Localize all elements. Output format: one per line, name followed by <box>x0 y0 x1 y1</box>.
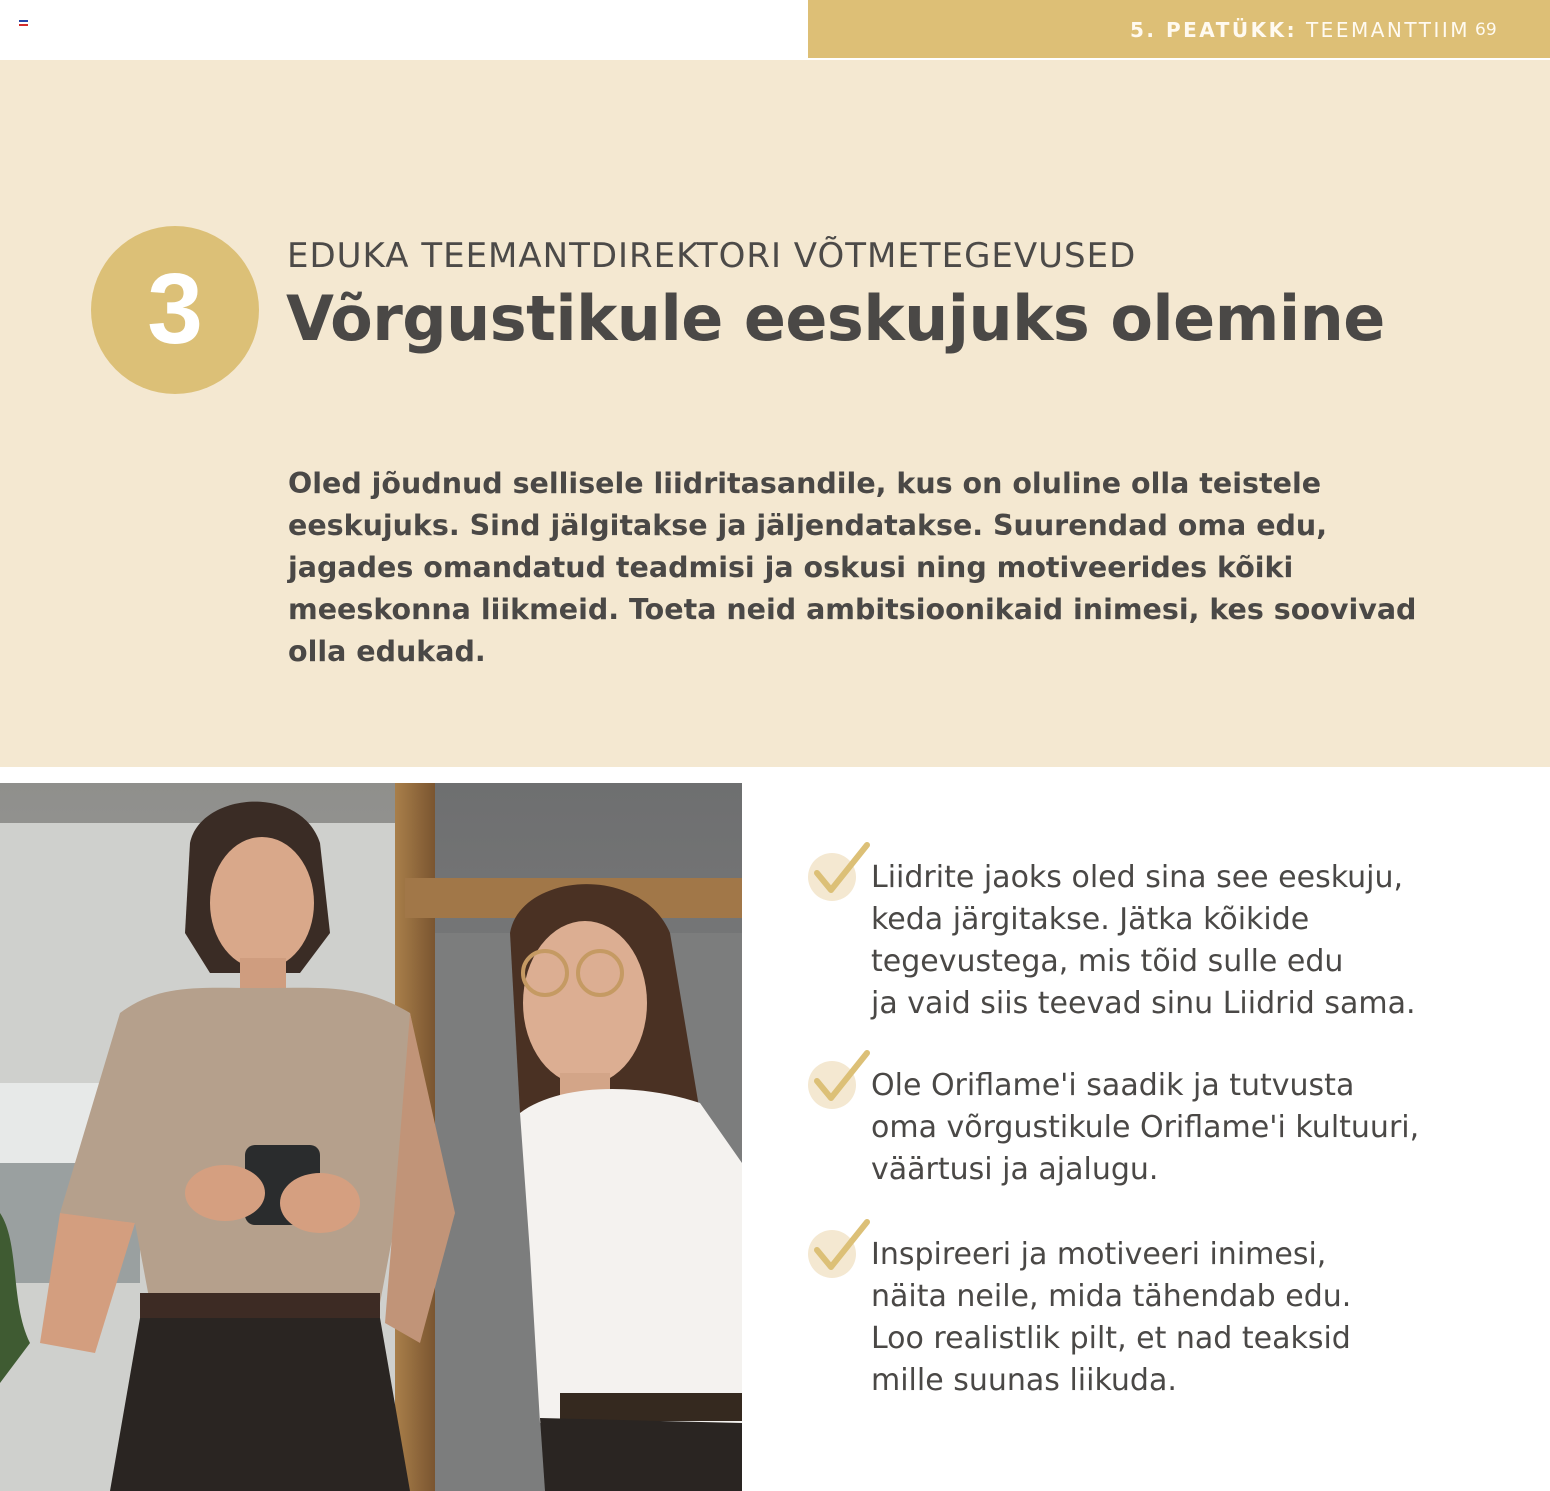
list-item-text <box>871 1065 1511 1191</box>
list-item-line: Loo realistlik pilt, et nad teaksid <box>871 1321 1351 1356</box>
section-kicker: EDUKA TEEMANTDIREKTORI VÕTMETEGEVUSED <box>287 236 1137 276</box>
list-item-line: ja vaid siis teevad sinu Liidrid sama. <box>871 986 1416 1021</box>
chapter-number: 5. PEATÜKK: <box>1130 18 1298 42</box>
list-item-text <box>871 1234 1511 1402</box>
list-item-line: näita neile, mida tähendab edu. <box>871 1279 1352 1314</box>
check-icon <box>805 1217 871 1283</box>
check-icon <box>805 1048 871 1114</box>
two-women-photo <box>0 783 742 1491</box>
list-item-line: Liidrite jaoks oled sina see eeskuju, <box>871 860 1404 895</box>
list-item-line: väärtusi ja ajalugu. <box>871 1152 1159 1187</box>
list-item-line: Ole Oriflame'i saadik ja tutvusta <box>871 1068 1355 1103</box>
list-item-text <box>871 857 1511 1025</box>
chapter-name: TEEMANTTIIM <box>1305 18 1470 42</box>
list-item-line: Inspireeri ja motiveeri inimesi, <box>871 1237 1327 1272</box>
intro-paragraph: Oled jõudnud sellisele liidritasandile, kus on oluline olla teistele eeskujuks. Sind jälgitakse ja jäljendatakse. Suurendad oma edu, jagades omandatud teadmisi ja oskusi ning motiveerides kõiki meeskonna liikmeid. Toeta neid ambitsioonikaid inimesi, kes soovivad olla edukad. <box>288 467 1417 668</box>
list-item-line: keda järgitakse. Jätka kõikide <box>871 902 1310 937</box>
list-item-line: oma võrgustikule Oriflame'i kultuuri, <box>871 1110 1420 1145</box>
step-number: 3 <box>147 253 203 365</box>
step-badge <box>91 226 259 394</box>
list-item-line: tegevustega, mis tõid sulle edu <box>871 944 1344 979</box>
page-title: Võrgustikule eeskujuks olemine <box>286 282 1385 355</box>
chapter-title <box>1130 18 1470 42</box>
page-number: 69 <box>1475 20 1497 40</box>
list-item-line: mille suunas liikuda. <box>871 1363 1177 1398</box>
language-flag-icon <box>19 20 28 26</box>
chapter-header <box>808 0 1550 58</box>
check-icon <box>805 840 871 906</box>
